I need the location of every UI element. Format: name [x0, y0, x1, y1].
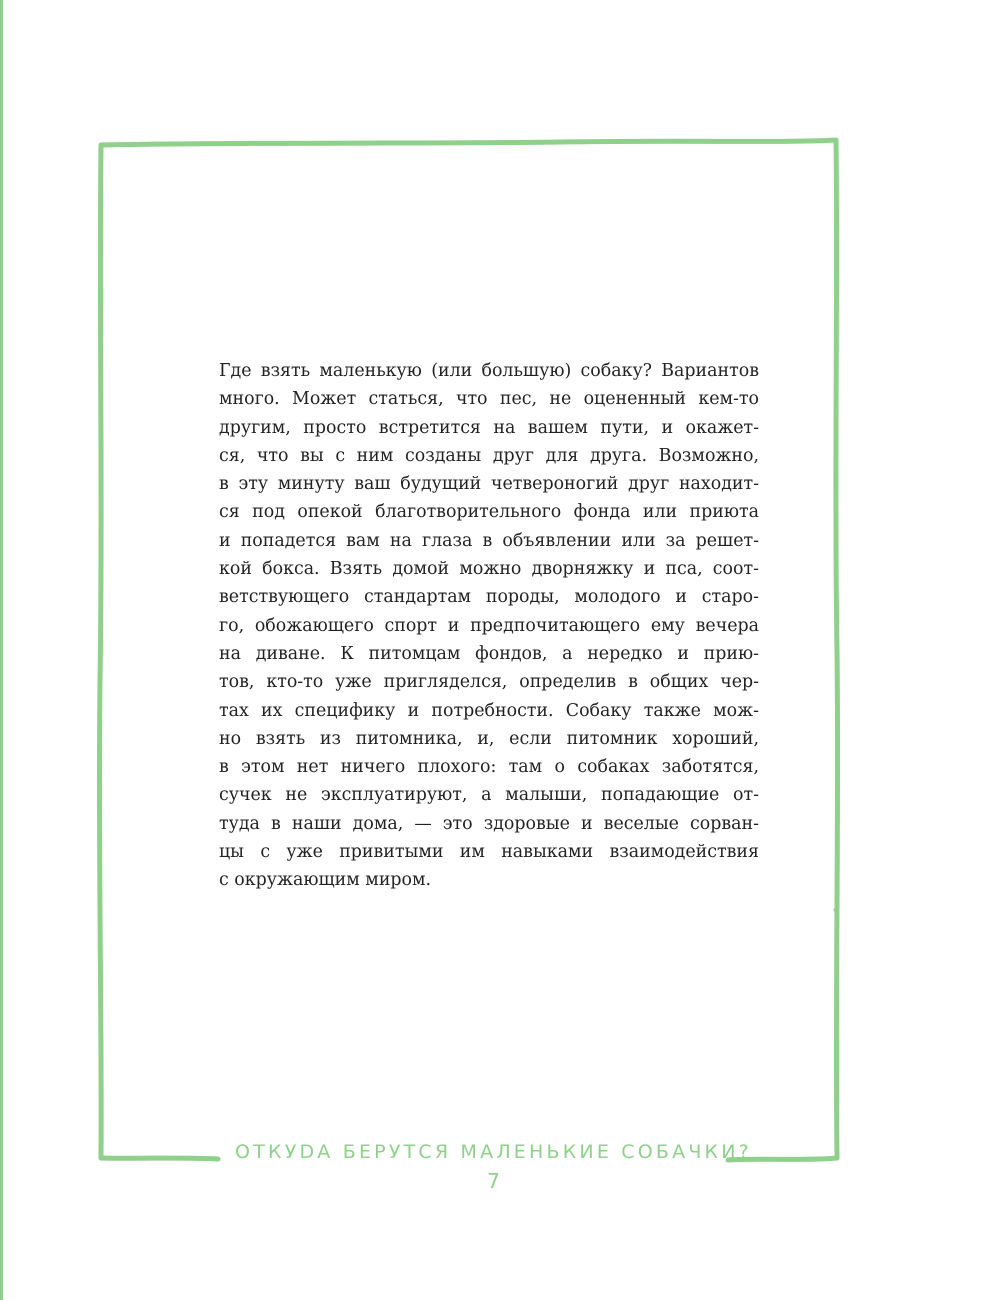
body-line: ся под опекой благотворительного фонда или приюта [219, 502, 759, 523]
body-line: кой бокса. Взять домой можно дворняжку и пса, соот- [219, 559, 759, 580]
body-line: но взять из питомника, и, если питомник хороший, [219, 728, 759, 749]
page-number: 7 [487, 1169, 500, 1193]
frame-top-line [101, 140, 836, 145]
body-line: тов, кто-то уже пригляделся, определив в общих чер- [219, 672, 759, 693]
body-line: на диване. К питомцам фондов, а нередко и прию- [219, 643, 759, 664]
body-line: и попадется вам на глаза в объявлении или за решет- [219, 530, 759, 551]
body-line: сучек не эксплуатируют, а малыши, попадающие от- [219, 785, 759, 806]
body-line: ветствующего стандартам породы, молодого и старо- [219, 587, 759, 608]
body-text [219, 357, 759, 895]
frame-left-line [99, 145, 101, 1158]
body-line: го, обожающего спорт и предпочитающего ему вечера [219, 615, 759, 636]
frame-right-line [836, 140, 838, 1158]
body-line: тах их специфику и потребности. Собаку также мож- [219, 700, 759, 721]
body-line: цы с уже привитыми им навыками взаимодействия [219, 842, 759, 863]
body-line: Где взять маленькую (или большую) собаку? Вариантов [219, 361, 759, 381]
body-line: туда в наши дома, — это здоровые и веселые сорван- [219, 813, 759, 834]
running-footer-title: ОТКУDА БЕРУТСЯ МАЛЕНЬКИЕ СОБАЧКИ? [235, 1141, 752, 1163]
body-line: с окружающим миром. [219, 870, 432, 891]
body-line: в эту минуту ваш будущий четвероногий друг находит- [219, 474, 759, 495]
body-line: другим, просто встретится на вашем пути, и окажет- [219, 417, 759, 438]
body-line: ся, что вы с ним созданы друг для друга. Возможно, [219, 445, 759, 466]
body-line: в этом нет ничего плохого: там о собаках заботятся, [219, 757, 759, 778]
body-line: много. Может статься, что пес, не оцененный кем-то [219, 389, 759, 410]
frame-ink-dot [834, 908, 839, 913]
